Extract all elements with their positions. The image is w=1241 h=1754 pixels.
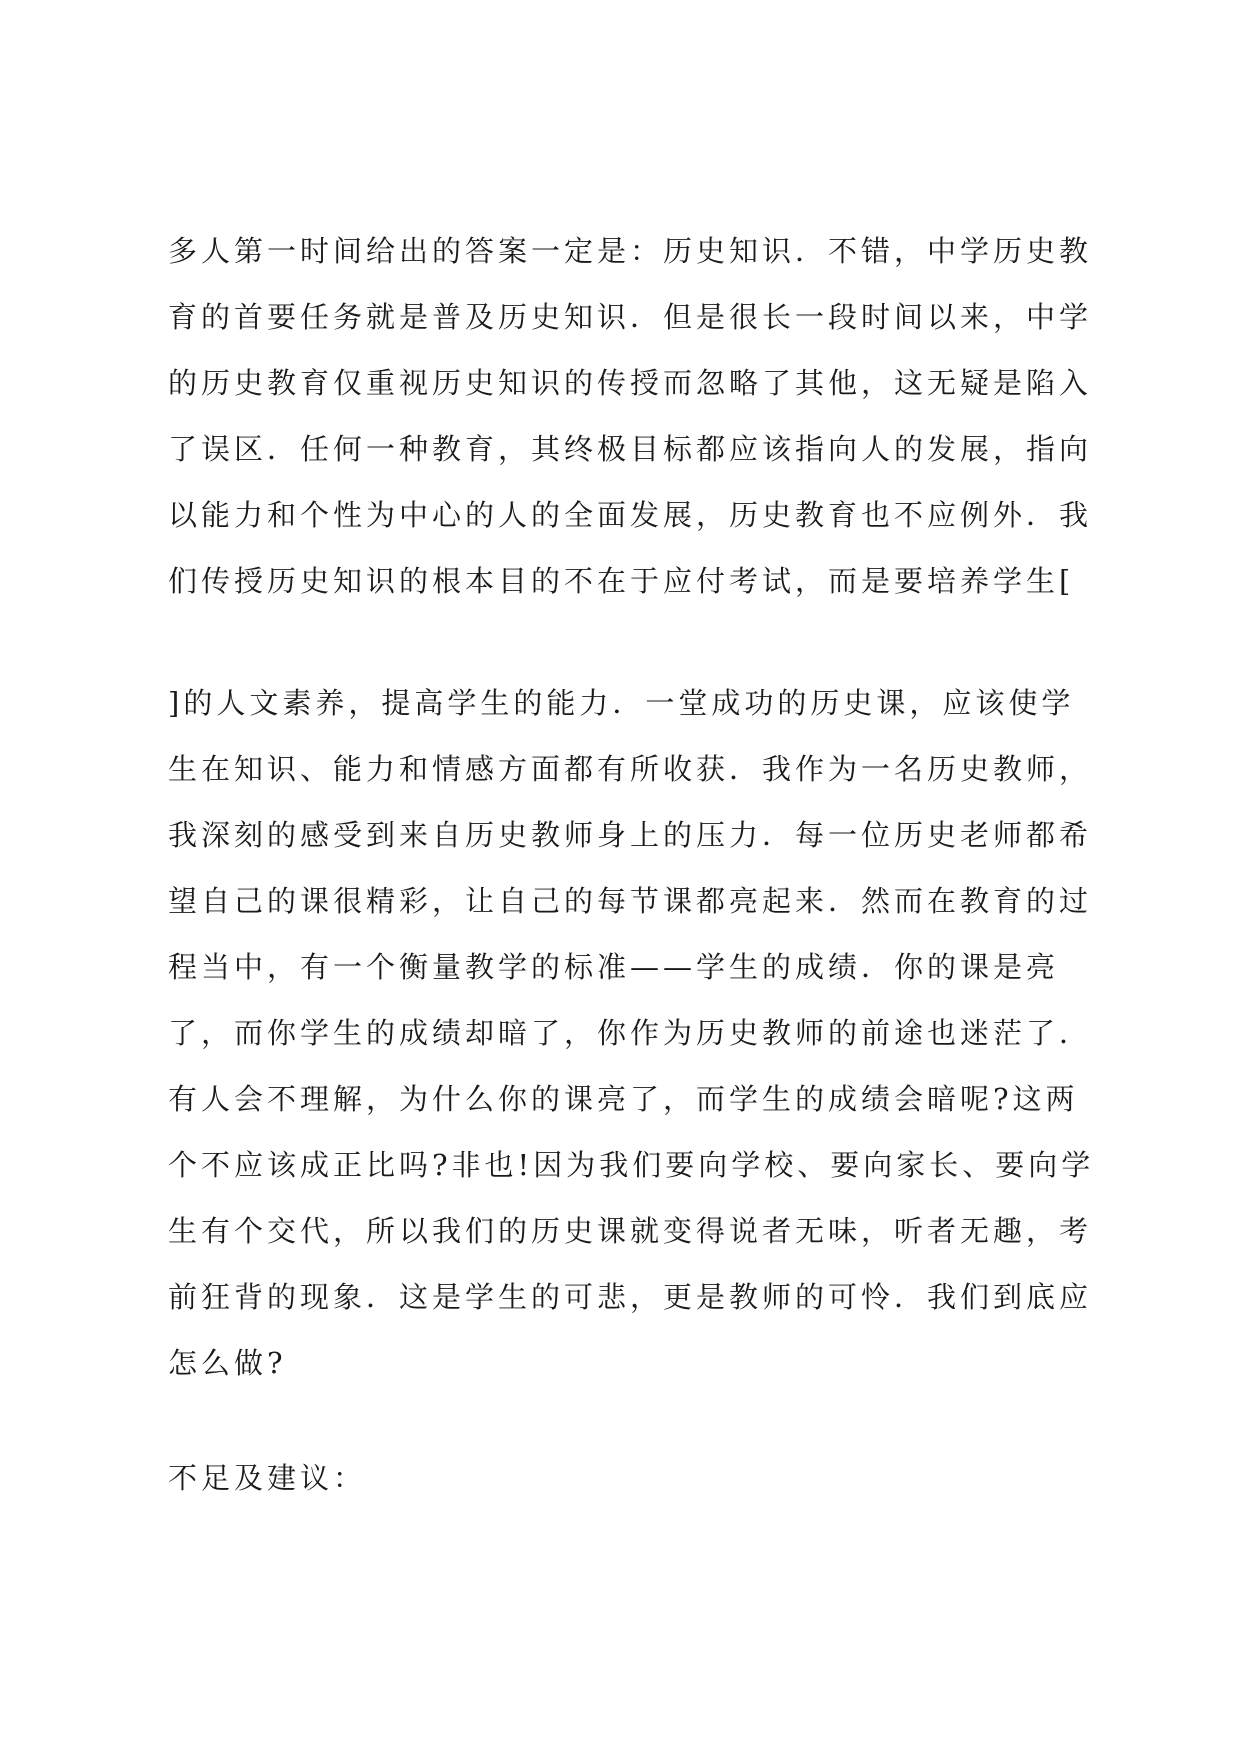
text-line: 望自己的课很精彩，让自己的每节课都亮起来．然而在教育的过	[168, 884, 1093, 918]
text-line: 的历史教育仅重视历史知识的传授而忽略了其他，这无疑是陷入	[168, 366, 1093, 400]
text-line: 前狂背的现象．这是学生的可悲，更是教师的可怜．我们到底应	[168, 1280, 1093, 1314]
text-line: 了，而你学生的成绩却暗了，你作为历史教师的前途也迷茫了．	[168, 1016, 1093, 1050]
text-line: 怎么做?	[168, 1346, 287, 1380]
text-line: ]的人文素养，提高学生的能力．一堂成功的历史课，应该使学	[168, 686, 1075, 720]
text-line: 我深刻的感受到来自历史教师身上的压力．每一位历史老师都希	[168, 818, 1093, 852]
text-line: 以能力和个性为中心的人的全面发展，历史教育也不应例外．我	[168, 498, 1093, 532]
section-heading	[168, 1445, 1098, 1511]
text-line: 不足及建议：	[168, 1461, 367, 1495]
text-line: 了误区．任何一种教育，其终极目标都应该指向人的发展，指向	[168, 432, 1093, 466]
text-line: 生在知识、能力和情感方面都有所收获．我作为一名历史教师，	[168, 752, 1093, 786]
text-line: 有人会不理解，为什么你的课亮了，而学生的成绩会暗呢?这两	[168, 1082, 1079, 1116]
body-paragraph	[168, 218, 1098, 614]
text-line: 程当中，有一个衡量教学的标准——学生的成绩．你的课是亮	[168, 950, 1060, 984]
text-line: 们传授历史知识的根本目的不在于应付考试，而是要培养学生[	[168, 564, 1075, 598]
body-paragraph	[168, 670, 1098, 1396]
text-line: 育的首要任务就是普及历史知识．但是很长一段时间以来，中学	[168, 300, 1093, 334]
text-line: 多人第一时间给出的答案一定是：历史知识．不错，中学历史教	[168, 234, 1093, 268]
text-line: 生有个交代，所以我们的历史课就变得说者无味，听者无趣，考	[168, 1214, 1093, 1248]
text-line: 个不应该成正比吗?非也!因为我们要向学校、要向家长、要向学	[168, 1148, 1095, 1182]
